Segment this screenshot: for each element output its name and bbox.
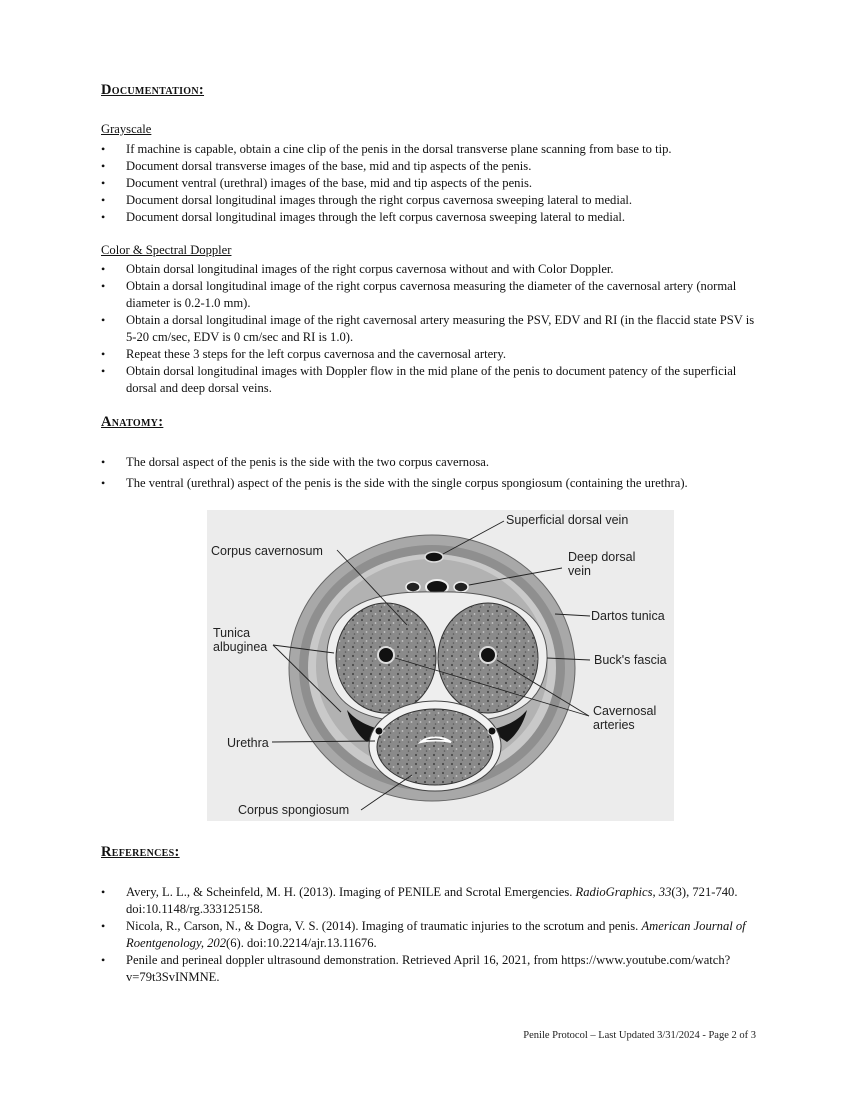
label-bucks-fascia: Buck's fascia xyxy=(594,653,667,667)
list-item: • The ventral (urethral) aspect of the penis is the side with the single corpus spongiosum (containing the urethra). xyxy=(101,475,761,492)
list-item: • If machine is capable, obtain a cine clip of the penis in the dorsal transverse plane scanning from base to tip. xyxy=(101,141,761,158)
list-item: • The dorsal aspect of the penis is the side with the two corpus cavernosa. xyxy=(101,454,761,471)
label-tunica-albuginea: Tunica xyxy=(213,626,251,640)
label-superficial-dorsal-vein: Superficial dorsal vein xyxy=(506,513,629,527)
grayscale-list xyxy=(101,141,761,226)
doppler-subheading: Color & Spectral Doppler xyxy=(101,243,232,257)
list-item: • Obtain a dorsal longitudinal image of the right cavernosal artery measuring the PSV, EDV and RI (in the flaccid state PSV is 5-20 cm/sec, EDV is 0 cm/sec and RI is 1.0). xyxy=(101,312,761,346)
list-item: • Document dorsal longitudinal images through the left corpus cavernosa sweeping lateral to medial. xyxy=(101,209,761,226)
reference-item: • Avery, L. L., & Scheinfeld, M. H. (2013). Imaging of PENILE and Scrotal Emergencies. RadioGraphics, 33(3), 721-740. doi:10.1148/rg.333125158. xyxy=(101,884,761,918)
label-cavernosal-arteries: Cavernosal xyxy=(593,704,657,718)
label-urethra: Urethra xyxy=(227,736,269,750)
label-tunica-albuginea-2: albuginea xyxy=(213,640,268,654)
page-footer: Penile Protocol – Last Updated 3/31/2024 - Page 2 of 3 xyxy=(523,1030,756,1041)
grayscale-subheading: Grayscale xyxy=(101,122,152,136)
list-item: • Document dorsal transverse images of the base, mid and tip aspects of the penis. xyxy=(101,158,761,175)
list-item: • Obtain dorsal longitudinal images of the right corpus cavernosa without and with Color Doppler. xyxy=(101,261,761,278)
list-item: • Obtain dorsal longitudinal images with Doppler flow in the mid plane of the penis to document patency of the superficial dorsal and deep dorsal veins. xyxy=(101,363,761,397)
list-item: • Obtain a dorsal longitudinal image of the right corpus cavernosa measuring the diameter of the cavernosal artery (normal diameter is 0.2-1.0 mm). xyxy=(101,278,761,312)
label-corpus-cavernosum: Corpus cavernosum xyxy=(211,544,323,558)
anatomy-list xyxy=(101,454,761,492)
documentation-heading: Documentation: xyxy=(101,82,205,98)
label-corpus-spongiosum: Corpus spongiosum xyxy=(238,803,350,817)
references-list xyxy=(101,884,761,986)
anatomy-heading: Anatomy: xyxy=(101,414,164,430)
reference-item: • Nicola, R., Carson, N., & Dogra, V. S. (2014). Imaging of traumatic injuries to the scrotum and penis. American Journal of Roentgenology, 202(6). doi:10.2214/ajr.13.11676. xyxy=(101,918,761,952)
cross-section-illustration xyxy=(207,510,674,821)
label-deep-dorsal-vein-2: vein xyxy=(568,564,591,578)
doppler-list xyxy=(101,261,761,397)
label-cavernosal-arteries-2: arteries xyxy=(593,718,635,732)
reference-item: • Penile and perineal doppler ultrasound demonstration. Retrieved April 16, 2021, from https://www.youtube.com/watch?v=79t3SvINMNE. xyxy=(101,952,761,986)
list-item: • Document ventral (urethral) images of the base, mid and tip aspects of the penis. xyxy=(101,175,761,192)
label-deep-dorsal-vein: Deep dorsal xyxy=(568,550,636,564)
list-item: • Document dorsal longitudinal images through the right corpus cavernosa sweeping lateral to medial. xyxy=(101,192,761,209)
references-heading: References: xyxy=(101,844,180,860)
label-dartos-tunica: Dartos tunica xyxy=(591,609,665,623)
penis-cross-section-figure xyxy=(207,510,674,821)
list-item: • Repeat these 3 steps for the left corpus cavernosa and the cavernosal artery. xyxy=(101,346,761,363)
